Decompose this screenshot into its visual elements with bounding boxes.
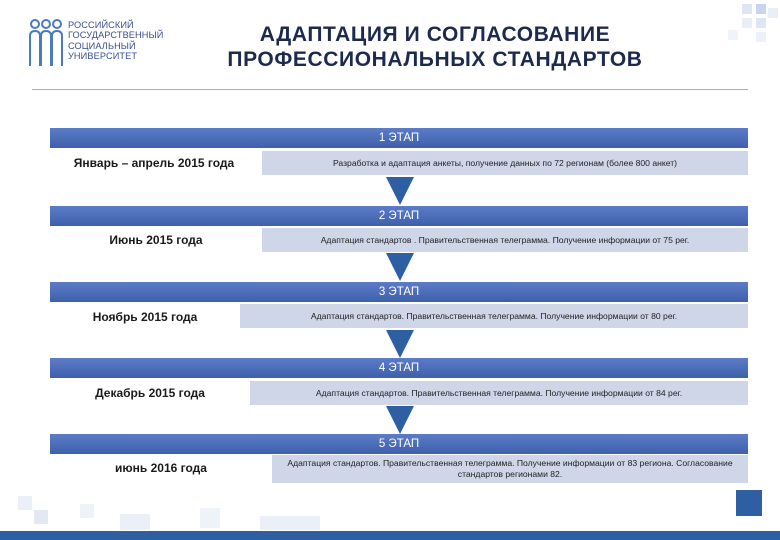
stage-2-period: Июнь 2015 года — [109, 233, 203, 247]
university-name: РОССИЙСКИЙ ГОСУДАРСТВЕННЫЙ СОЦИАЛЬНЫЙ УНИВЕРСИТЕТ — [68, 20, 164, 62]
corner-badge — [736, 490, 762, 516]
stage-2-description: Адаптация стандартов . Правительственная телеграмма. Получение информации от 75 рег. — [262, 228, 748, 252]
stage-2-header: 2 ЭТАП — [50, 206, 748, 226]
decorative-squares-bottom-left — [0, 490, 330, 532]
stage-1-description: Разработка и адаптация анкеты, получение данных по 72 регионам (более 800 анкет) — [262, 151, 748, 175]
down-arrow-icon — [386, 177, 414, 205]
stage-1-period: Январь – апрель 2015 года — [73, 156, 235, 170]
stage-5-period: июнь 2016 года — [115, 461, 207, 475]
down-arrow-icon — [386, 406, 414, 434]
stage-4-header: 4 ЭТАП — [50, 358, 748, 378]
stage-1-header: 1 ЭТАП — [50, 128, 748, 148]
stage-4-description: Адаптация стандартов. Правительственная телеграмма. Получение информации от 84 рег. — [250, 381, 748, 405]
stage-3-period: Ноябрь 2015 года — [92, 310, 198, 324]
stage-3-description: Адаптация стандартов. Правительственная телеграмма. Получение информации от 80 рег. — [240, 304, 748, 328]
down-arrow-icon — [386, 330, 414, 358]
university-logo — [28, 18, 168, 76]
stage-5-description: Адаптация стандартов. Правительственная телеграмма. Получение информации от 83 региона. Согласование стандартов регионами 82. — [272, 455, 748, 483]
university-logo-icon — [28, 18, 64, 68]
page-title: АДАПТАЦИЯ И СОГЛАСОВАНИЕ ПРОФЕССИОНАЛЬНЫХ СТАНДАРТОВ — [227, 23, 643, 71]
stage-5-header: 5 ЭТАП — [50, 434, 748, 454]
stage-3-header: 3 ЭТАП — [50, 282, 748, 302]
footer-bar — [0, 531, 780, 540]
down-arrow-icon — [386, 253, 414, 281]
title-divider — [32, 89, 748, 90]
stage-4-period: Декабрь 2015 года — [95, 386, 205, 400]
decorative-squares-top-right — [700, 0, 780, 60]
